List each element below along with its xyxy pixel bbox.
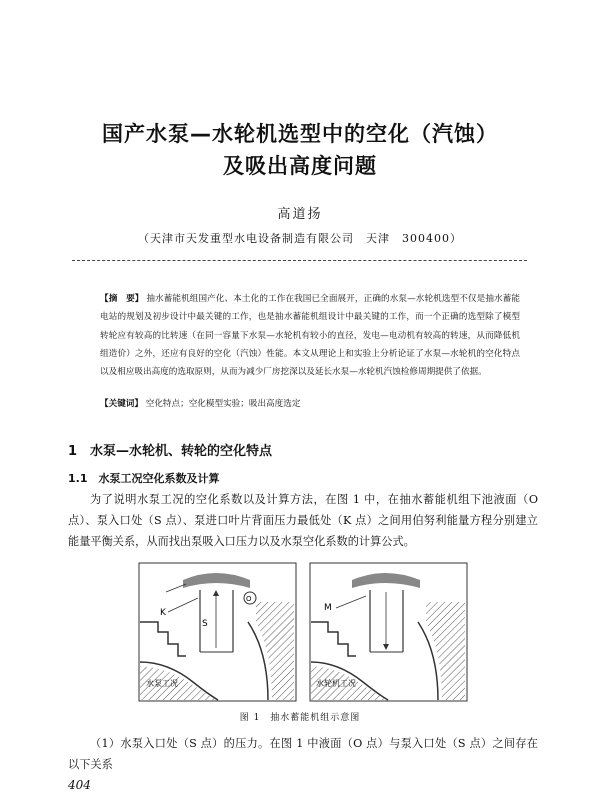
author: 高道扬 xyxy=(277,207,323,222)
keywords-text: 空化特点；空化模型实验；吸出高度选定 xyxy=(145,399,301,409)
figure-caption: 图 1 抽水蓄能机组示意图 xyxy=(239,713,361,723)
label-pump-mode: 水泵工况 xyxy=(146,679,178,688)
label-point-m: M xyxy=(324,603,332,613)
page-number: 404 xyxy=(68,778,91,792)
paragraph-1: 为了说明水泵工况的空化系数以及计算方法，在图 1 中，在抽水蓄能机组下池液面（O 点）、泵入口处（S 点）、泵进口叶片背面压力最低处（K 点）之间用伯努利能量方程分别建立能量平衡关系，从而找出泵吸入口压力以及水泵空化系数的计算公式。 xyxy=(68,493,538,548)
label-point-o: O xyxy=(246,595,252,603)
paper-title-line2: 及吸出高度问题 xyxy=(223,154,377,178)
paper-title-line1: 国产水泵—水轮机选型中的空化（汽蚀） xyxy=(102,122,498,146)
keywords xyxy=(100,397,520,409)
figure-left-panel xyxy=(139,563,296,701)
abstract-label: 【摘 要】 xyxy=(100,294,144,304)
label-turbine-mode: 水轮机工况 xyxy=(316,679,356,688)
figure-right-panel xyxy=(310,563,467,701)
section-heading-1-1: 1.1 水泵工况空化系数及计算 xyxy=(68,472,220,485)
label-point-k: K xyxy=(160,608,166,618)
keywords-label: 【关键词】 xyxy=(100,399,143,409)
label-point-s: S xyxy=(202,619,208,629)
paragraph-2: （1）水泵入口处（S 点）的压力。在图 1 中液面（O 点）与泵入口处（S 点）之间存在以下关系 xyxy=(68,737,538,771)
abstract xyxy=(100,290,520,381)
abstract-text: 抽水蓄能机组国产化、本土化的工作在我国已全面展开，正确的水泵—水轮机选型不仅是抽水蓄能电站的规划及初步设计中最关键的工作，也是抽水蓄能机组设计中最关键的工作，而一个正确的选型除了模型转轮应有较高的比转速（在同一容量下水泵—水轮机有较小的直径，发电—电动机有较高的转速，从而降低机组造价）之外，还应有良好的空化（汽蚀）性能。本文从理论上和实验上分析论证了水泵—水轮机的空化特点以及相应吸出高度的选取原则，从而为减少厂房挖深以及延长水泵—水轮机汽蚀检修周期提供了依据。 xyxy=(100,294,520,378)
affiliation: （天津市天发重型水电设备制造有限公司 天津 300400） xyxy=(138,232,462,245)
section-heading-1: 1 水泵—水轮机、转轮的空化特点 xyxy=(68,444,273,459)
figure-1-diagram xyxy=(138,562,468,704)
divider xyxy=(72,260,527,261)
